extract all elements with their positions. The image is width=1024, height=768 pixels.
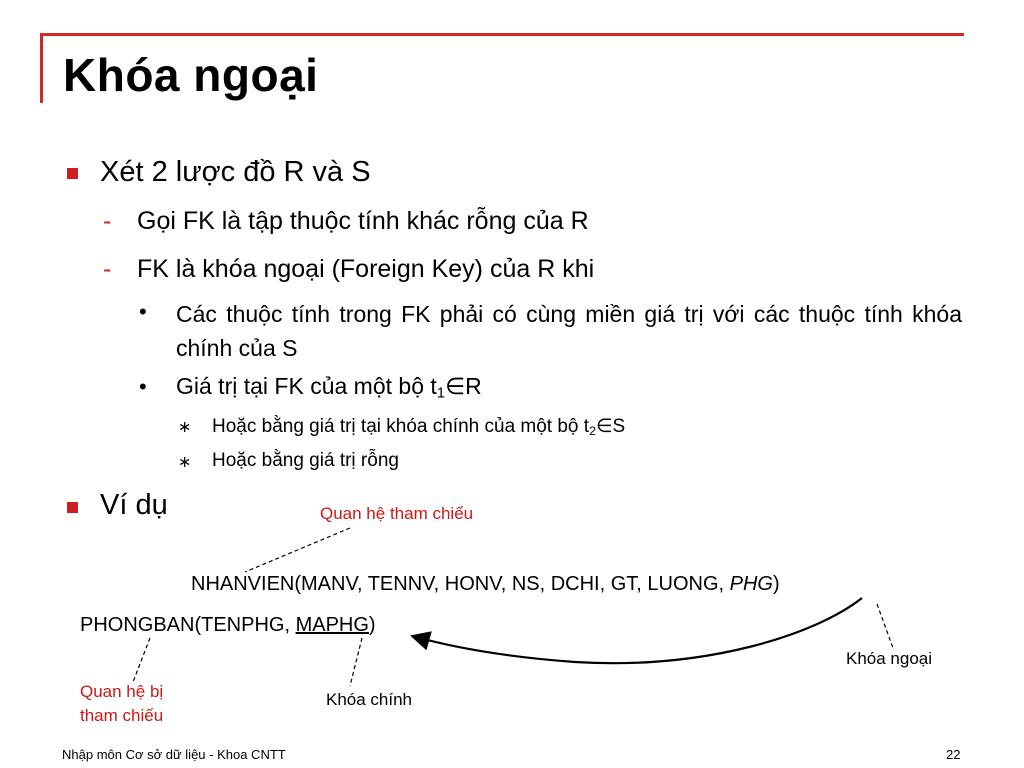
dot-bullet-icon: • [139, 299, 147, 324]
label-foreign-key: Khóa ngoại [846, 649, 933, 668]
page-number: 22 [946, 747, 961, 762]
text-part: ∈S [595, 416, 626, 437]
footer-course: Nhập môn Cơ sở dữ liệu - Khoa CNTT [62, 747, 286, 762]
subscript: 2 [589, 424, 596, 439]
bullet-example: Ví dụ [100, 489, 168, 521]
bullet-fk-condition: FK là khóa ngoại (Foreign Key) của R khi [137, 255, 595, 283]
text-part: PHONGBAN(TENPHG, [80, 614, 296, 636]
bullet-domain-condition: Các thuộc tính trong FK phải có cùng miền giá trị với các thuộc tính khóa chính của S [176, 301, 962, 361]
primary-key-attr: MAPHG [295, 614, 369, 636]
bullet-fk-definition: Gọi FK là tập thuộc tính khác rỗng của R [137, 207, 589, 235]
text-part: Giá trị tại FK của một bộ t [176, 373, 437, 399]
dash-marker: - [103, 207, 112, 235]
label-referenced-relation-line1: Quan hệ bị [80, 682, 164, 701]
text-part: NHANVIEN(MANV, TENNV, HONV, NS, DCHI, GT, LUONG, [191, 573, 730, 595]
asterisk-bullet-icon: ∗ [178, 419, 192, 436]
text-part: ) [368, 614, 376, 636]
label-primary-key: Khóa chính [326, 690, 413, 709]
label-referenced-relation-line2: tham chiếu [80, 706, 164, 725]
dashed-leader-foreign-key [877, 604, 893, 648]
foreign-key-attr: PHG [729, 573, 773, 595]
slide-title: Khóa ngoại [63, 49, 319, 101]
label-referencing-relation: Quan hệ tham chiếu [320, 504, 474, 523]
asterisk-bullet-icon: ∗ [178, 454, 192, 471]
reference-arrow [412, 598, 862, 663]
text-part: ∈R [445, 373, 482, 399]
text-part: Hoặc bằng giá trị tại khóa chính của một bộ t [212, 416, 590, 437]
bullet-equals-null: Hoặc bằng giá trị rỗng [212, 450, 399, 471]
text-part: ) [772, 573, 780, 595]
dashed-leader-referencing [245, 528, 350, 572]
dashed-leader-referenced [133, 638, 150, 682]
dashed-leader-primary-key [350, 638, 362, 686]
dash-marker: - [103, 255, 112, 283]
dot-bullet-icon: • [139, 374, 147, 399]
bullet-schemas: Xét 2 lược đồ R và S [100, 156, 371, 188]
subscript: 1 [436, 384, 446, 402]
